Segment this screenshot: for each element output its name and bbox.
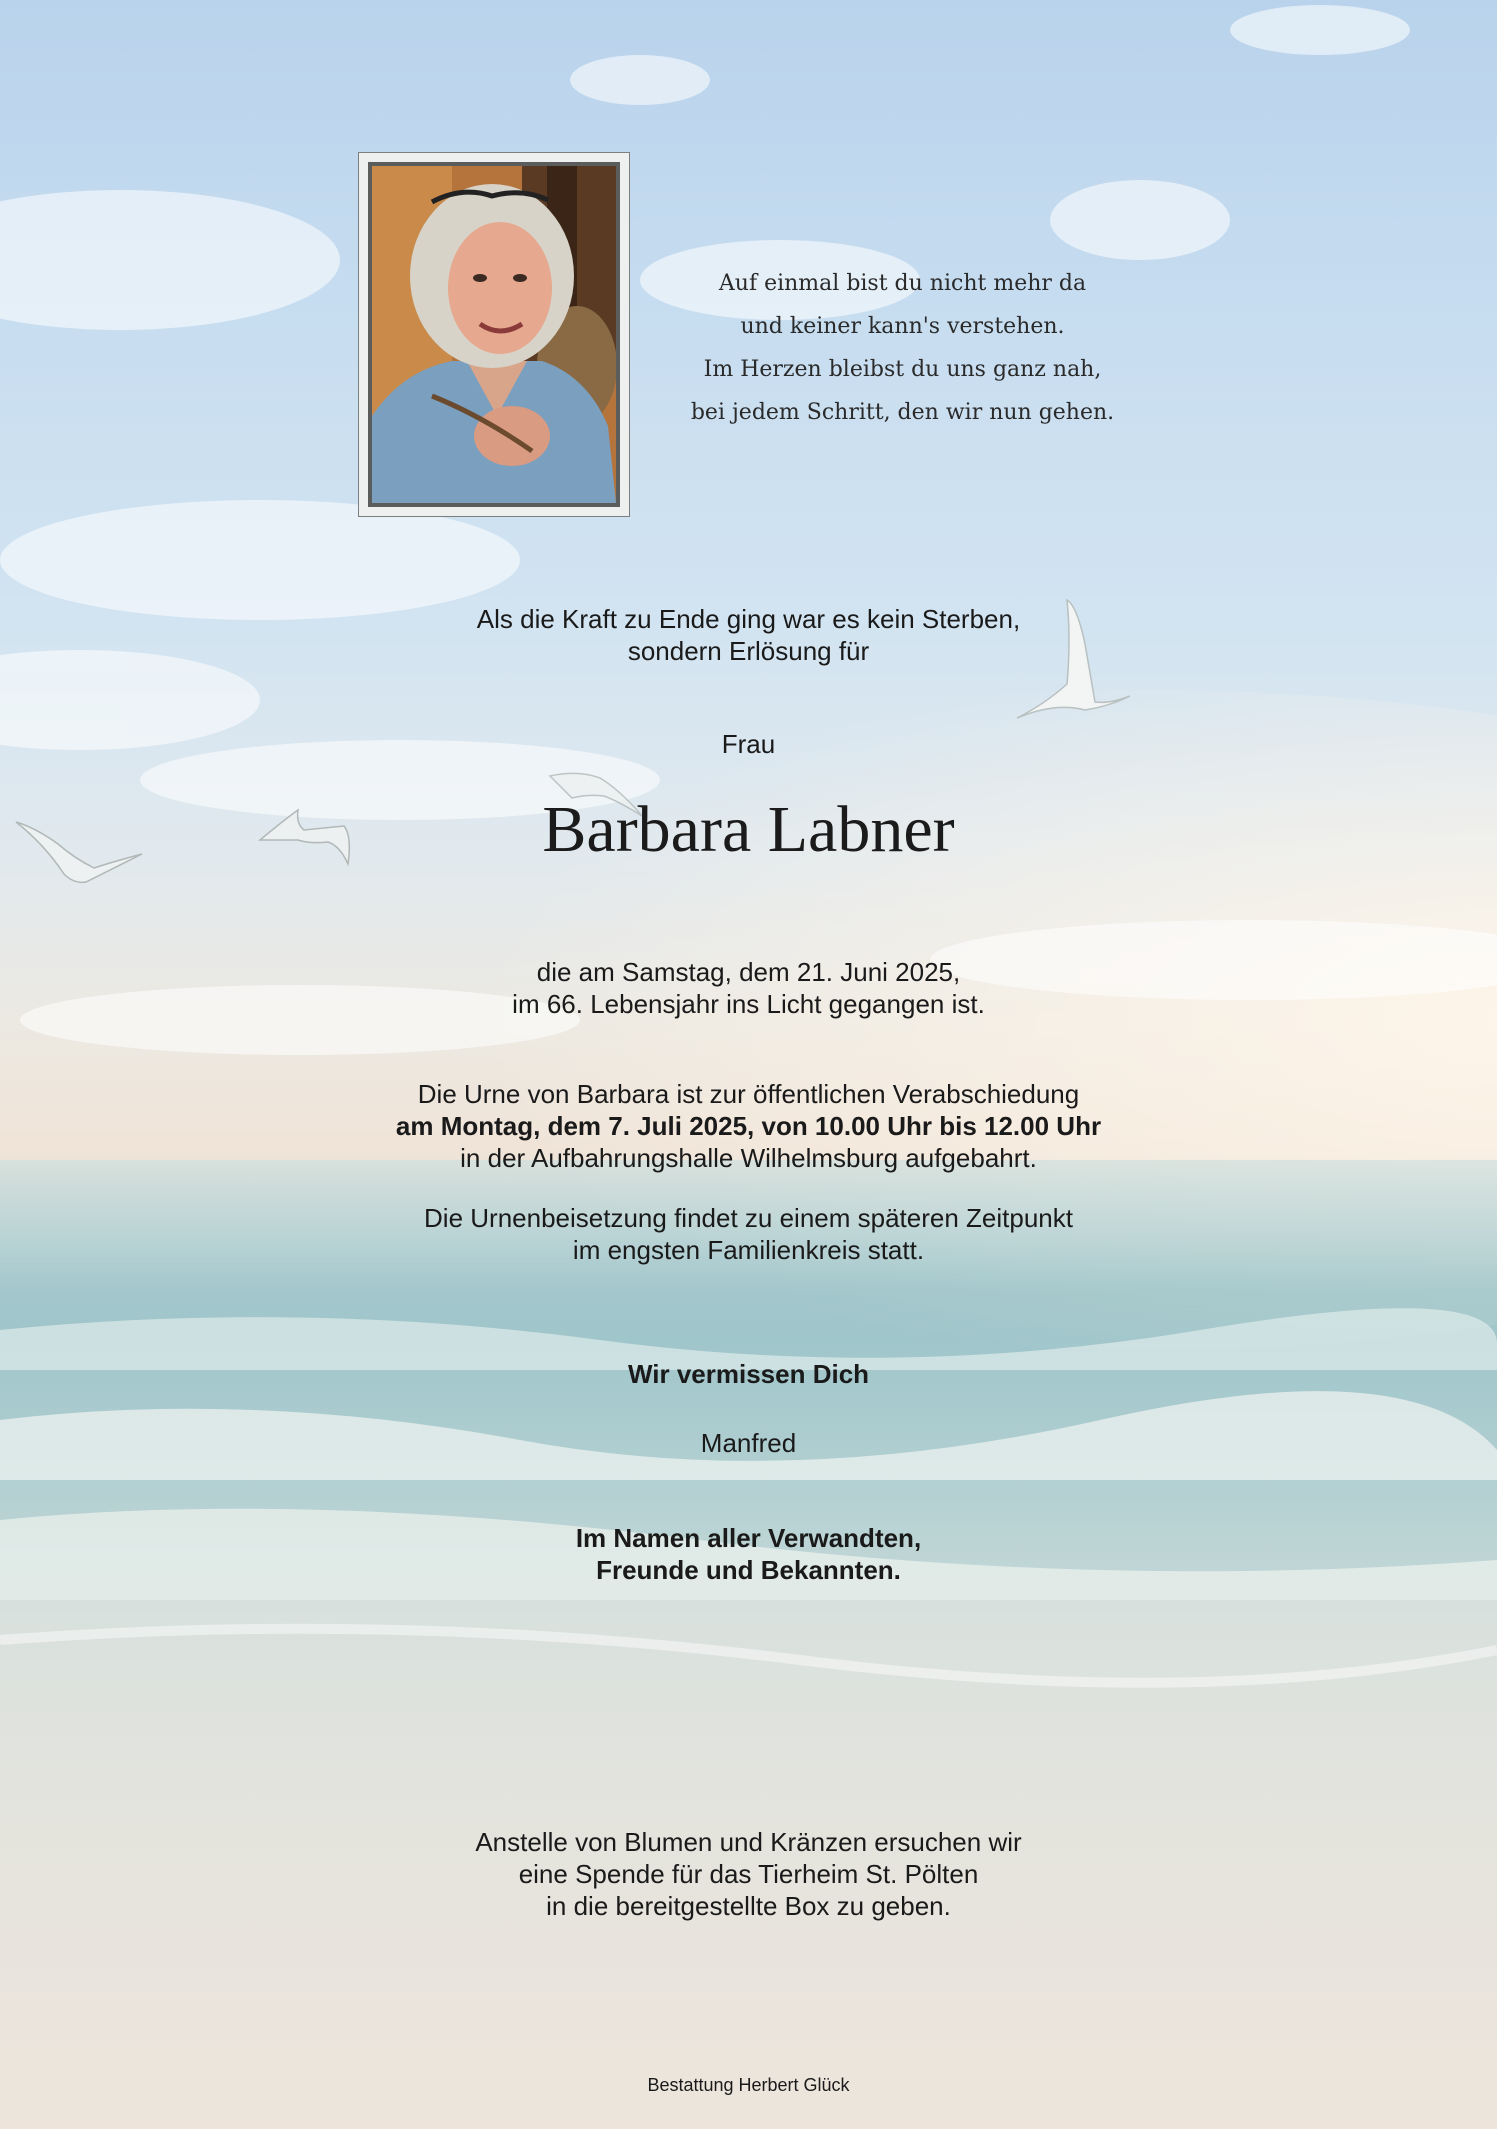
farewell-line: in der Aufbahrungshalle Wilhelmsburg aufgebahrt. xyxy=(460,1143,1037,1173)
poem xyxy=(650,262,1155,434)
poem-line: und keiner kann's verstehen. xyxy=(740,314,1065,339)
donation-line: eine Spende für das Tierheim St. Pölten xyxy=(518,1859,979,1889)
farewell-line: Die Urne von Barbara ist zur öffentlichen Verabschiedung xyxy=(417,1079,1080,1109)
salutation: Frau xyxy=(721,729,776,759)
death-notice-line: die am Samstag, dem 21. Juni 2025, xyxy=(536,957,961,987)
poem-line: bei jedem Schritt, den wir nun gehen. xyxy=(690,400,1115,425)
miss-you-text: Wir vermissen Dich xyxy=(627,1359,870,1389)
death-notice xyxy=(0,956,1497,1020)
relatives-line: Im Namen aller Verwandten, xyxy=(575,1523,922,1553)
farewell-bold-line: am Montag, dem 7. Juli 2025, von 10.00 Uhr bis 12.00 Uhr xyxy=(395,1111,1102,1141)
farewell-date-time xyxy=(0,1110,1497,1142)
portrait-photo xyxy=(372,166,616,503)
photo-border xyxy=(368,162,620,507)
death-notice-line: im 66. Lebensjahr ins Licht gegangen ist. xyxy=(512,989,985,1019)
relatives-line: Freunde und Bekannten. xyxy=(596,1555,901,1585)
intro-text xyxy=(0,603,1497,667)
donation-line: in die bereitgestellte Box zu geben. xyxy=(546,1891,951,1921)
burial-line: Die Urnenbeisetzung findet zu einem späteren Zeitpunkt xyxy=(424,1203,1073,1233)
intro-line: Als die Kraft zu Ende ging war es kein Sterben, xyxy=(476,604,1021,634)
donation-text xyxy=(0,1826,1497,1922)
burial-line: im engsten Familienkreis statt. xyxy=(572,1235,925,1265)
signer: Manfred xyxy=(700,1428,797,1458)
intro-line: sondern Erlösung für xyxy=(627,636,870,666)
burial-text xyxy=(0,1202,1497,1266)
poem-line: Im Herzen bleibst du uns ganz nah, xyxy=(703,357,1102,382)
deceased-name: Barbara Labner xyxy=(542,793,955,866)
photo-frame xyxy=(358,152,630,517)
farewell-text xyxy=(0,1078,1497,1174)
undertaker: Bestattung Herbert Glück xyxy=(647,2075,850,2095)
poem-line: Auf einmal bist du nicht mehr da xyxy=(718,271,1087,296)
donation-line: Anstelle von Blumen und Kränzen ersuchen wir xyxy=(475,1827,1022,1857)
relatives-text xyxy=(0,1522,1497,1586)
